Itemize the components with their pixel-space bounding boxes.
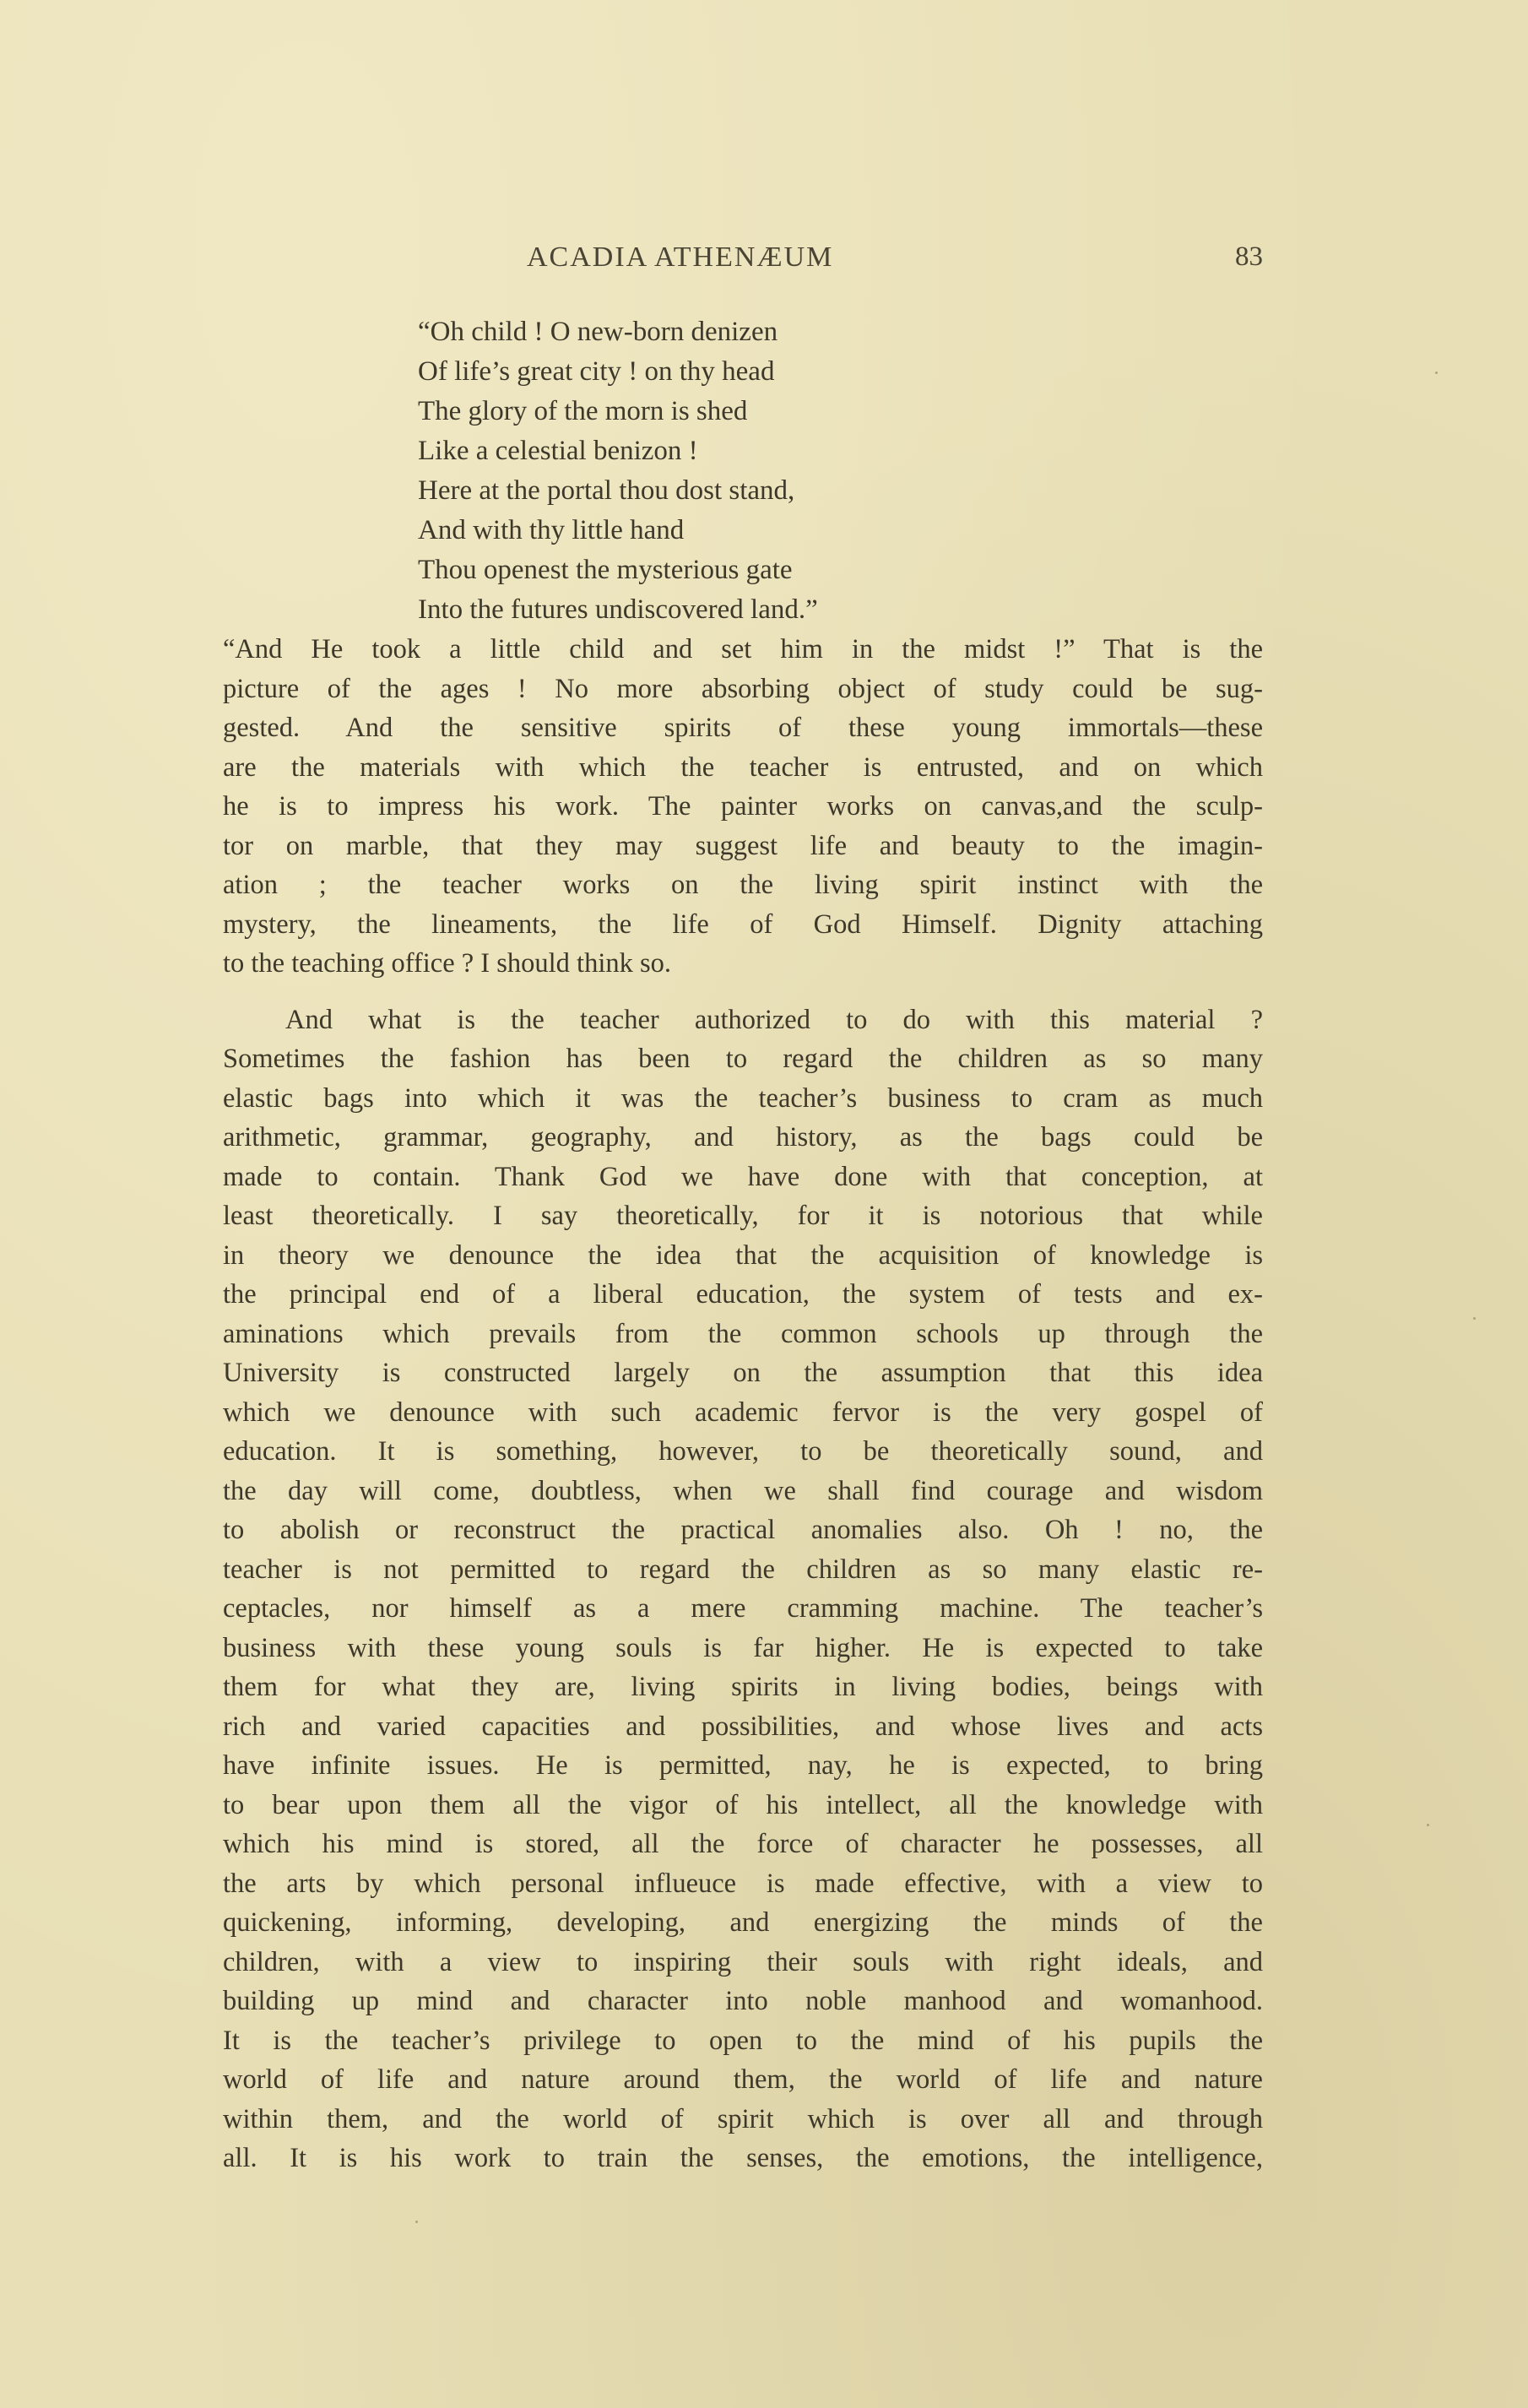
paragraph-gap <box>223 984 1263 1001</box>
body-text <box>223 630 1263 2178</box>
page-header <box>223 241 1263 280</box>
text-line: in theory we denounce the idea that the acquisition of knowledge is <box>223 1239 1263 1271</box>
poem-line: Of life’s great city ! on thy head <box>418 356 775 387</box>
paragraph-2 <box>223 1001 1263 2178</box>
paper-speck <box>1427 1824 1429 1826</box>
running-head: ACADIA ATHENÆUM <box>527 241 834 273</box>
text-line: which his mind is stored, all the force of character he possesses, all <box>223 1829 1263 1859</box>
paper-speck <box>1435 372 1438 374</box>
text-line: aminations which prevails from the common schools up through the <box>223 1318 1263 1349</box>
poem-line: The glory of the morn is shed <box>418 396 748 426</box>
text-line: the arts by which personal influeuce is made effective, with a view to <box>223 1868 1263 1899</box>
text-line: to abolish or reconstruct the practical anomalies also. Oh ! no, the <box>223 1515 1263 1545</box>
text-line: all. It is his work to train the senses, the emotions, the intelligence, <box>223 2143 1263 2173</box>
text-line: are the materials with which the teacher is entrusted, and on which <box>223 751 1263 783</box>
text-line: rich and varied capacities and possibilities, and whose lives and acts <box>223 1711 1263 1742</box>
text-line: them for what they are, living spirits in living bodies, beings with <box>223 1672 1263 1702</box>
text-line: Sometimes the fashion has been to regard the children as so many <box>223 1044 1263 1074</box>
page-number: 83 <box>1235 241 1263 272</box>
text-line: the principal end of a liberal education, the system of tests and ex- <box>223 1279 1263 1310</box>
text-line: picture of the ages ! No more absorbing object of study could be sug- <box>223 673 1263 704</box>
text-line: to bear upon them all the vigor of his intellect, all the knowledge with <box>223 1789 1263 1820</box>
text-line: teacher is not permitted to regard the children as so many elastic re- <box>223 1554 1263 1585</box>
text-line: he is to impress his work. The painter works on canvas,and the sculp- <box>223 791 1263 822</box>
paper-speck <box>1473 1317 1476 1320</box>
text-line: children, with a view to inspiring their souls with right ideals, and <box>223 1946 1263 1977</box>
text-line: which we denounce with such academic fervor is the very gospel of <box>223 1397 1263 1428</box>
text-line: education. It is something, however, to be theoretically sound, and <box>223 1436 1263 1467</box>
poem-line: Thou openest the mysterious gate <box>418 555 793 585</box>
text-line: least theoretically. I say theoretically, for it is notorious that while <box>223 1201 1263 1231</box>
text-line: world of life and nature around them, the world of life and nature <box>223 2064 1263 2095</box>
text-line: have infinite issues. He is permitted, nay, he is expected, to bring <box>223 1750 1263 1781</box>
poem-stanza <box>418 312 1059 630</box>
text-line: to the teaching office ? I should think so. <box>223 948 672 979</box>
text-line: And what is the teacher authorized to do with this material ? <box>285 1004 1263 1035</box>
text-line: made to contain. Thank God we have done with that conception, at <box>223 1161 1263 1192</box>
text-line: building up mind and character into noble manhood and womanhood. <box>223 1986 1263 2016</box>
paragraph-1 <box>223 630 1263 984</box>
paper-speck <box>415 2221 418 2223</box>
text-line: arithmetic, grammar, geography, and history, as the bags could be <box>223 1122 1263 1152</box>
text-line: the day will come, doubtless, when we shall find courage and wisdom <box>223 1475 1263 1506</box>
text-line: elastic bags into which it was the teacher’s business to cram as much <box>223 1082 1263 1114</box>
text-line: tor on marble, that they may suggest life and beauty to the imagin- <box>223 830 1263 861</box>
poem-line: Here at the portal thou dost stand, <box>418 475 795 506</box>
text-line: ceptacles, nor himself as a mere cramming machine. The teacher’s <box>223 1593 1263 1624</box>
poem-line: Into the futures undiscovered land.” <box>418 594 818 625</box>
text-line: quickening, informing, developing, and energizing the minds of the <box>223 1907 1263 1938</box>
poem-line: Like a celestial benizon ! <box>418 436 698 466</box>
text-line: University is constructed largely on the assumption that this idea <box>223 1358 1263 1388</box>
text-line: “And He took a little child and set him in the midst !” That is the <box>223 634 1263 664</box>
poem-line: And with thy little hand <box>418 515 685 545</box>
text-line: mystery, the lineaments, the life of God Himself. Dignity attaching <box>223 908 1263 940</box>
text-line: business with these young souls is far higher. He is expected to take <box>223 1632 1263 1663</box>
text-line: within them, and the world of spirit which is over all and through <box>223 2103 1263 2134</box>
poem-line: “Oh child ! O new-born denizen <box>418 317 778 347</box>
text-line: gested. And the sensitive spirits of these young immortals—these <box>223 713 1263 743</box>
text-line: It is the teacher’s privilege to open to the mind of his pupils the <box>223 2025 1263 2056</box>
text-line: ation ; the teacher works on the living spirit instinct with the <box>223 870 1263 900</box>
